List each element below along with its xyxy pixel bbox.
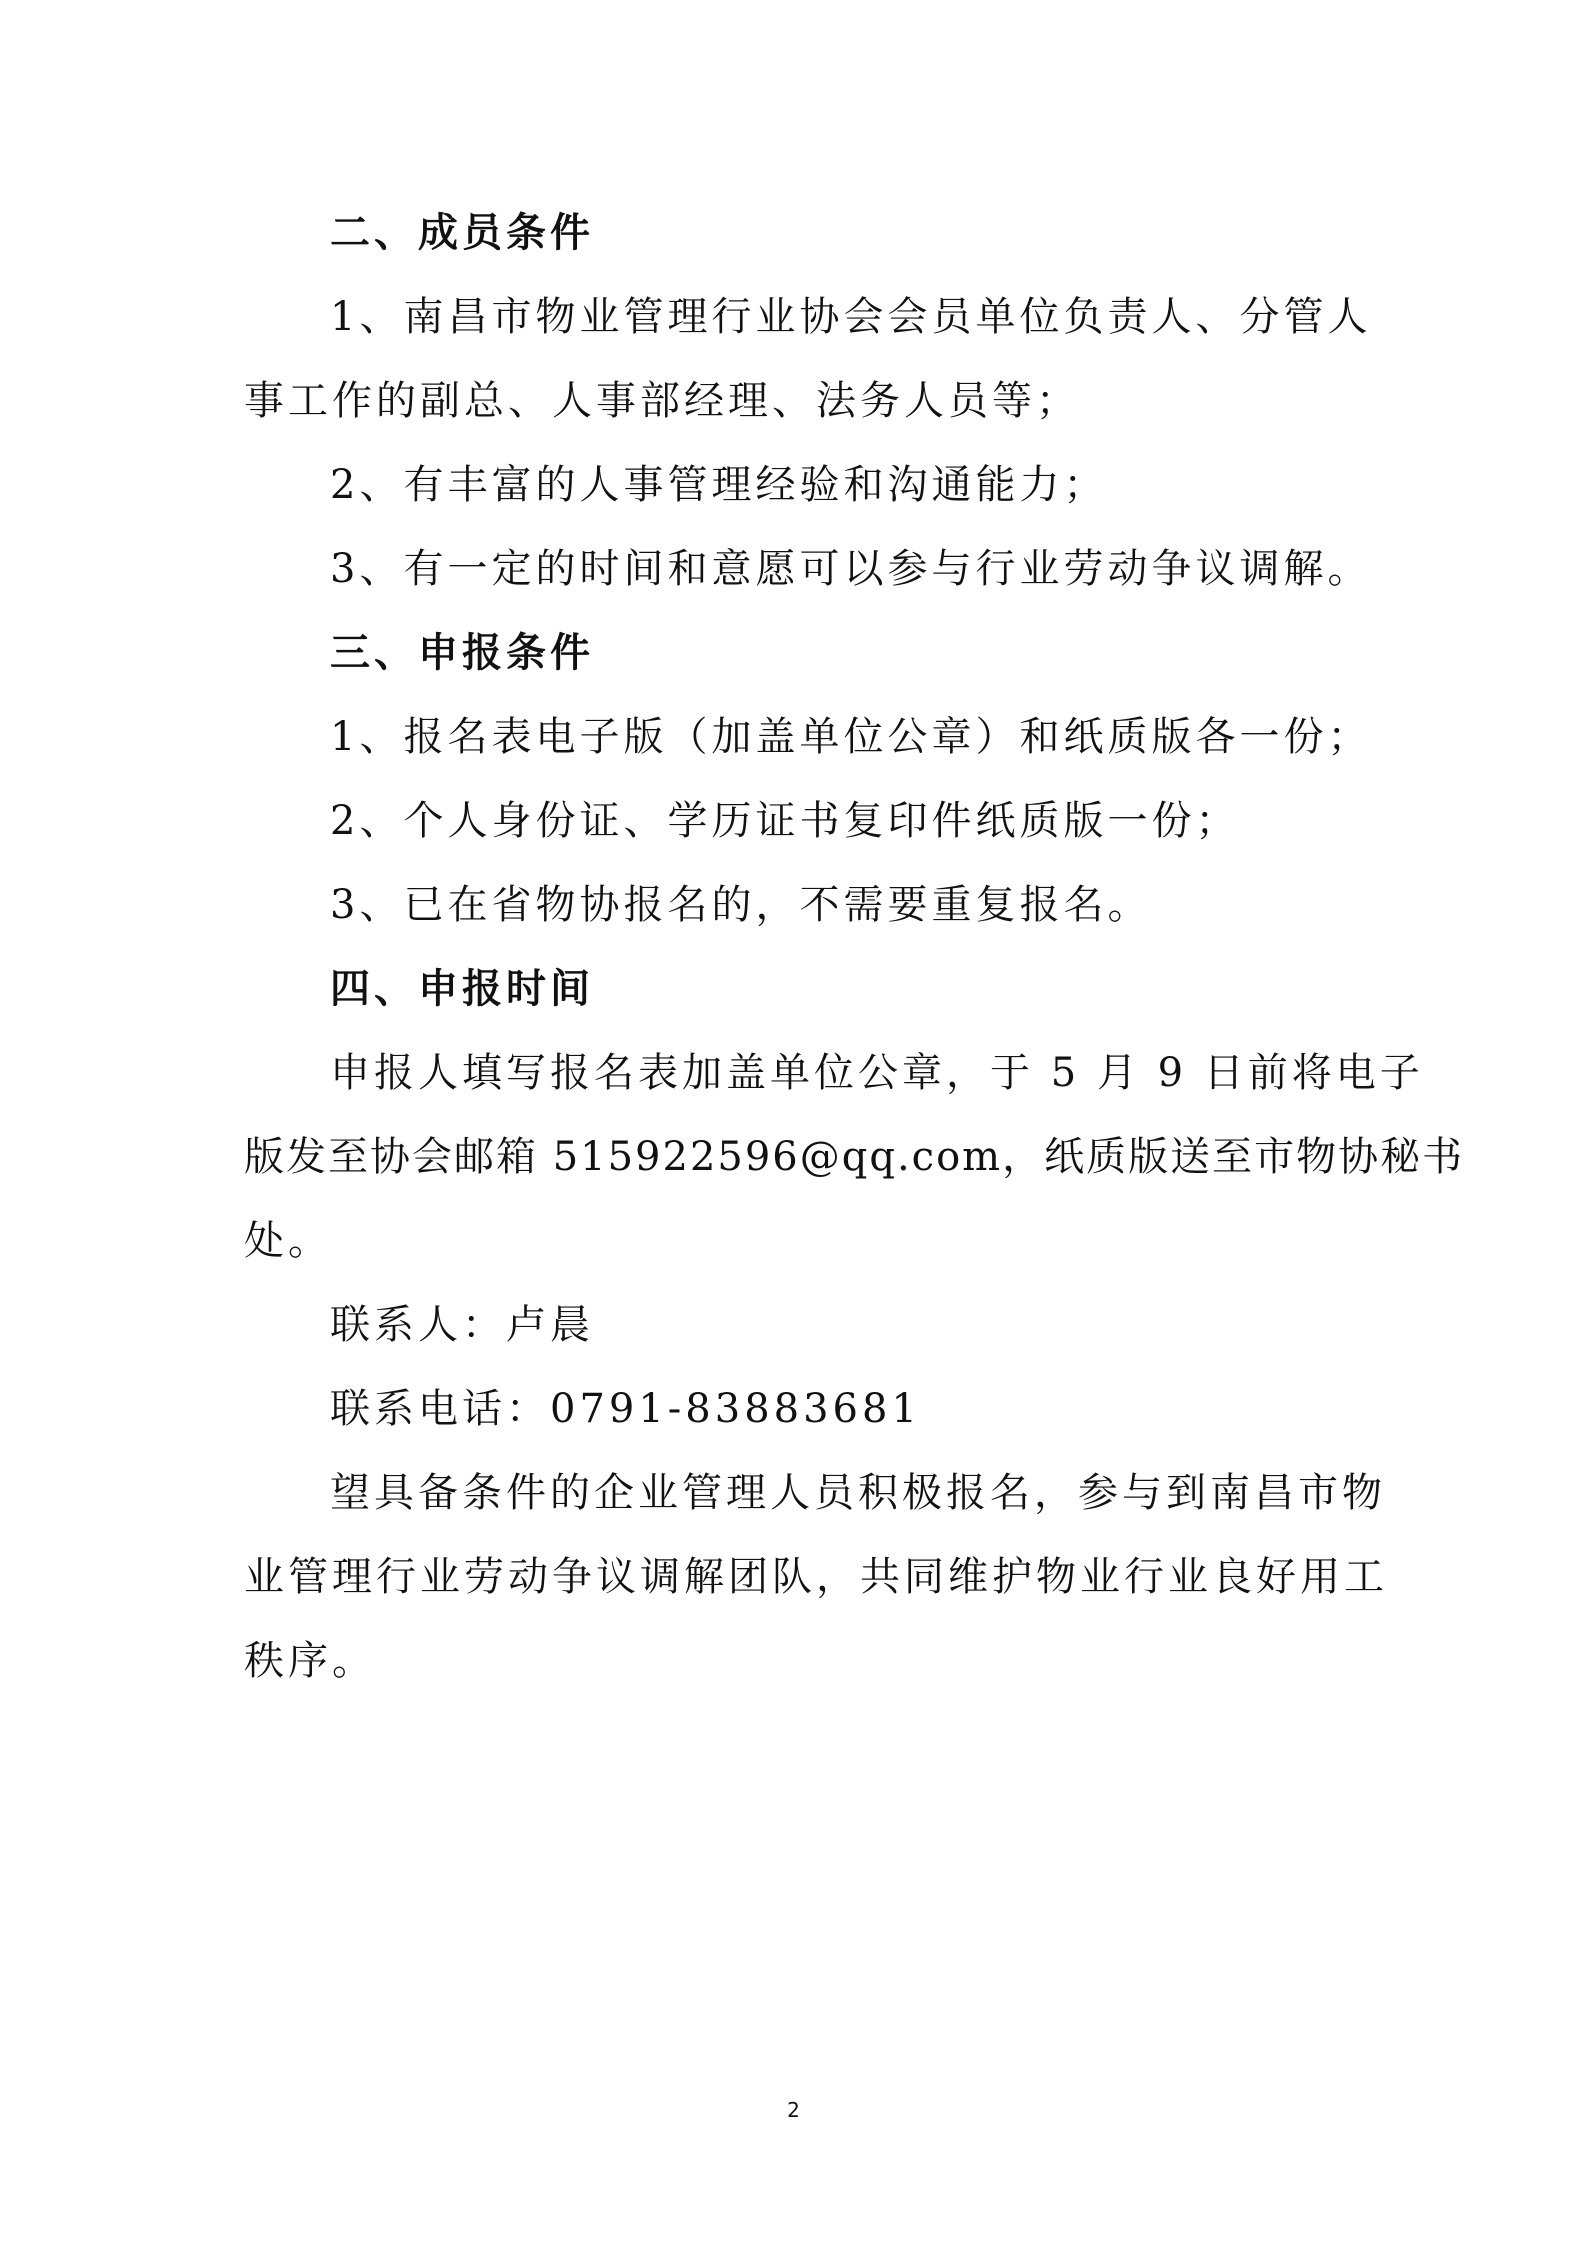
paragraph-line: 1、报名表电子版（加盖单位公章）和纸质版各一份； xyxy=(330,714,1372,760)
paragraph-line: 3、有一定的时间和意愿可以参与行业劳动争议调解。 xyxy=(330,546,1372,592)
page-number: 2 xyxy=(787,2098,800,2122)
paragraph-line: 3、已在省物协报名的，不需要重复报名。 xyxy=(330,882,1152,928)
paragraph-line: 2、个人身份证、学历证书复印件纸质版一份； xyxy=(330,798,1240,844)
contact-phone: 联系电话：0791-83883681 xyxy=(330,1386,921,1432)
contact-person: 联系人：卢晨 xyxy=(330,1302,594,1348)
paragraph-line: 处。 xyxy=(244,1218,332,1264)
paragraph-line: 事工作的副总、人事部经理、法务人员等； xyxy=(244,378,1080,424)
paragraph-line-email: 版发至协会邮箱 515922596@qq.com，纸质版送至市物协秘书 xyxy=(244,1134,1465,1180)
section-heading-member-conditions: 二、成员条件 xyxy=(330,209,594,256)
paragraph-line: 2、有丰富的人事管理经验和沟通能力； xyxy=(330,462,1108,508)
section-heading-application-time: 四、申报时间 xyxy=(330,965,594,1012)
paragraph-line: 业管理行业劳动争议调解团队，共同维护物业行业良好用工 xyxy=(244,1554,1388,1600)
section-heading-application-conditions: 三、申报条件 xyxy=(330,629,594,676)
paragraph-line: 1、南昌市物业管理行业协会会员单位负责人、分管人 xyxy=(330,294,1372,340)
paragraph-line: 申报人填写报名表加盖单位公章，于 5 月 9 日前将电子 xyxy=(330,1050,1424,1096)
paragraph-line: 秩序。 xyxy=(244,1638,376,1684)
paragraph-line: 望具备条件的企业管理人员积极报名，参与到南昌市物 xyxy=(330,1470,1386,1516)
